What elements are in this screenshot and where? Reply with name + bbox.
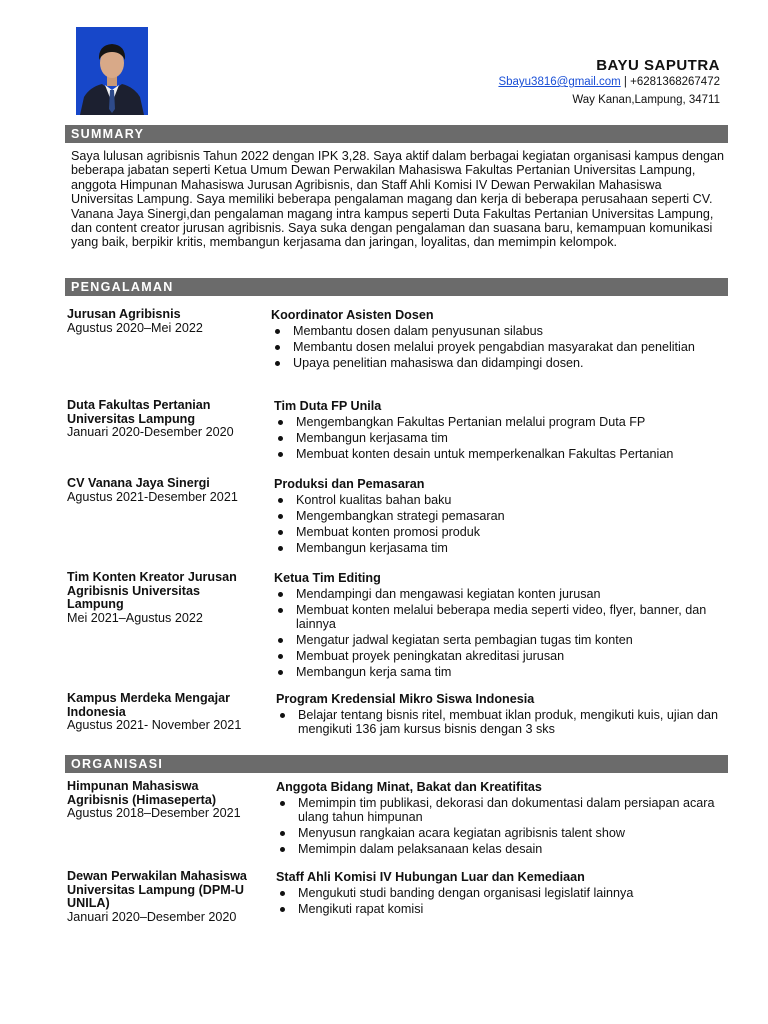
bullet-item: Mengembangkan Fakultas Pertanian melalui program Duta FP bbox=[274, 415, 729, 430]
period: Agustus 2018–Desember 2021 bbox=[67, 806, 241, 820]
bullet-list bbox=[274, 493, 729, 556]
bullet-item: Membangun kerjasama tim bbox=[274, 431, 729, 446]
organization-name: Jurusan Agribisnis bbox=[67, 307, 181, 321]
email-link[interactable]: Sbayu3816@gmail.com bbox=[498, 76, 621, 88]
organization-name: Duta Fakultas Pertanian Universitas Lampung bbox=[67, 398, 211, 426]
bullet-item: Mendampingi dan mengawasi kegiatan konten jurusan bbox=[274, 587, 729, 602]
entry-org-block bbox=[67, 477, 267, 504]
bullet-item: Menyusun rangkaian acara kegiatan agribisnis talent show bbox=[276, 826, 731, 841]
bullet-item: Belajar tentang bisnis ritel, membuat iklan produk, mengikuti kuis, ujian dan mengikuti 136 jam kursus bisnis dengan 3 sks bbox=[276, 708, 731, 737]
bullet-item: Upaya penelitian mahasiswa dan didampingi dosen. bbox=[271, 356, 726, 371]
period: Agustus 2021- November 2021 bbox=[67, 718, 242, 732]
bullet-list bbox=[271, 324, 726, 371]
summary-text: Saya lulusan agribisnis Tahun 2022 dengan IPK 3,28. Saya aktif dalam berbagai kegiatan organisasi kampus dengan beberapa jabatan seperti Ketua Umum Dewan Perwakilan Mahasiswa Fakultas Pertanian Universitas Lampung, anggota Himpunan Mahasiswa Jurusan Agribisnis, dan Staff Ahli Komisi IV Dewan Perwakilan Mahasiswa Universitas Lampung. Saya memiliki beberapa pengalaman magang dan kerja di beberapa perusahaan seperti CV. Vanana Jaya Sinergi,dan pengalaman magang intra kampus seperti Duta Fakultas Pertanian Universitas Lampung, dan content creator jurusan agribisnis. Saya suka dengan pengalaman dan suasana baru, kemampuan komunikasi yang baik, berpikir kritis, membangun kerjasama dan jaringan, loyalitas, dan memimpin kelompok. bbox=[71, 149, 724, 250]
bullet-item: Membangun kerjasama tim bbox=[274, 541, 729, 556]
period: Agustus 2020–Mei 2022 bbox=[67, 320, 203, 335]
summary-heading: SUMMARY bbox=[65, 125, 728, 143]
role-title: Produksi dan Pemasaran bbox=[274, 477, 425, 491]
bullet-item: Kontrol kualitas bahan baku bbox=[274, 493, 729, 508]
role-title: Staff Ahli Komisi IV Hubungan Luar dan Kemediaan bbox=[276, 870, 585, 884]
contact-header bbox=[498, 57, 720, 106]
entry-role-block bbox=[274, 477, 729, 557]
bullet-item: Mengembangkan strategi pemasaran bbox=[274, 509, 729, 524]
entry-role-block bbox=[276, 870, 731, 918]
bullet-item: Mengatur jadwal kegiatan serta pembagian tugas tim konten bbox=[274, 633, 729, 648]
entry-role-block bbox=[271, 308, 726, 372]
profile-photo bbox=[76, 27, 148, 115]
entry-org-block bbox=[67, 399, 267, 440]
role-title: Tim Duta FP Unila bbox=[274, 399, 382, 413]
entry-role-block bbox=[276, 692, 731, 738]
address: Way Kanan,Lampung, 34711 bbox=[572, 94, 720, 106]
entry-role-block bbox=[274, 399, 729, 463]
bullet-list bbox=[276, 886, 731, 917]
organization-name: Kampus Merdeka Mengajar Indonesia bbox=[67, 691, 231, 719]
bullet-item: Membantu dosen melalui proyek pengabdian masyarakat dan penelitian bbox=[271, 340, 726, 355]
role-title: Ketua Tim Editing bbox=[274, 571, 381, 585]
profile-photo-figure bbox=[76, 27, 148, 115]
bullet-item: Membangun kerja sama tim bbox=[274, 665, 729, 680]
role-title: Koordinator Asisten Dosen bbox=[271, 308, 434, 322]
period: Januari 2020-Desember 2020 bbox=[67, 425, 234, 439]
bullet-list bbox=[276, 796, 731, 857]
organization-name: Himpunan Mahasiswa Agribisnis (Himaseperta) bbox=[67, 779, 217, 807]
organization-name: CV Vanana Jaya Sinergi bbox=[67, 476, 210, 490]
experience-heading: PENGALAMAN bbox=[65, 278, 728, 296]
organization-heading: ORGANISASI bbox=[65, 755, 728, 773]
entry-org-block bbox=[67, 692, 267, 733]
bullet-item: Mengukuti studi banding dengan organisasi legislatif lainnya bbox=[276, 886, 731, 901]
role-title: Program Kredensial Mikro Siswa Indonesia bbox=[276, 692, 535, 706]
role-title: Anggota Bidang Minat, Bakat dan Kreatifitas bbox=[276, 780, 542, 794]
organization-name: Tim Konten Kreator Jurusan Agribisnis Universitas Lampung bbox=[67, 570, 237, 611]
bullet-list bbox=[274, 415, 729, 462]
contact-separator: | bbox=[620, 76, 631, 88]
bullet-item: Membuat konten promosi produk bbox=[274, 525, 729, 540]
entry-org-block bbox=[67, 870, 267, 924]
organization-name: Dewan Perwakilan Mahasiswa Universitas Lampung (DPM-U UNILA) bbox=[67, 869, 247, 910]
bullet-item: Mengikuti rapat komisi bbox=[276, 902, 731, 917]
period: Agustus 2021-Desember 2021 bbox=[67, 489, 238, 504]
candidate-name: BAYU SAPUTRA bbox=[596, 57, 720, 74]
entry-org-block bbox=[67, 308, 267, 335]
entry-org-block bbox=[67, 780, 267, 821]
phone-number: +6281368267472 bbox=[630, 76, 720, 88]
bullet-item: Memimpin tim publikasi, dekorasi dan dokumentasi dalam persiapan acara ulang tahun himpunan bbox=[276, 796, 731, 825]
entry-org-block bbox=[67, 571, 267, 625]
bullet-item: Membuat konten desain untuk memperkenalkan Fakultas Pertanian bbox=[274, 447, 729, 462]
bullet-item: Membantu dosen dalam penyusunan silabus bbox=[271, 324, 726, 339]
bullet-list bbox=[276, 708, 731, 737]
bullet-item: Membuat konten melalui beberapa media seperti video, flyer, banner, dan lainnya bbox=[274, 603, 729, 632]
bullet-item: Membuat proyek peningkatan akreditasi jurusan bbox=[274, 649, 729, 664]
contact-line bbox=[498, 76, 720, 88]
entry-role-block bbox=[274, 571, 729, 681]
bullet-list bbox=[274, 587, 729, 680]
entry-role-block bbox=[276, 780, 731, 858]
bullet-item: Memimpin dalam pelaksanaan kelas desain bbox=[276, 842, 731, 857]
period: Januari 2020–Desember 2020 bbox=[67, 909, 237, 924]
period: Mei 2021–Agustus 2022 bbox=[67, 610, 203, 625]
